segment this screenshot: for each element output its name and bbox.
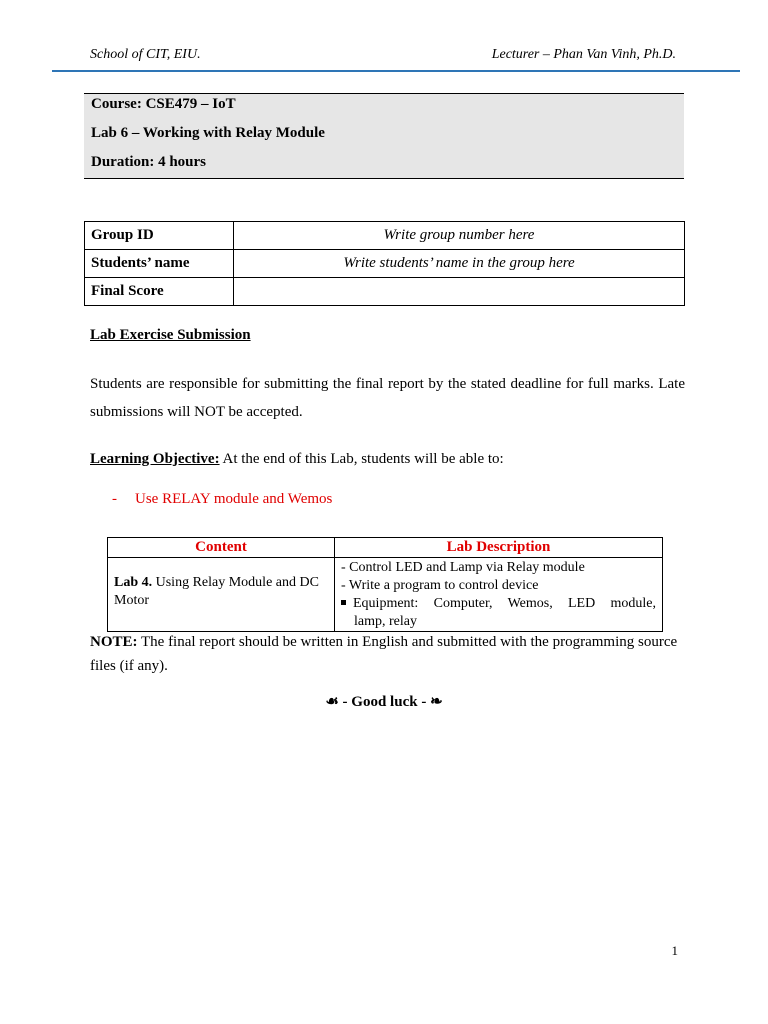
course-info-box bbox=[84, 93, 684, 179]
description-line: lamp, relay bbox=[354, 614, 417, 629]
content-header: Content bbox=[108, 538, 335, 558]
submission-title: Lab Exercise Submission bbox=[90, 327, 251, 343]
table-row bbox=[85, 250, 685, 278]
table-row bbox=[108, 558, 663, 632]
header-rule bbox=[52, 70, 740, 72]
table-header-row bbox=[108, 538, 663, 558]
equipment-text: Equipment: Computer, Wemos, LED module, bbox=[353, 596, 656, 611]
header-lecturer: Lecturer – Phan Van Vinh, Ph.D. bbox=[491, 47, 676, 62]
group-id-field[interactable]: Write group number here bbox=[234, 222, 685, 250]
note-label: NOTE: bbox=[90, 634, 138, 650]
lab-description-header: Lab Description bbox=[335, 538, 663, 558]
content-table bbox=[107, 537, 663, 632]
final-score-field[interactable] bbox=[234, 278, 685, 306]
page-number: 1 bbox=[671, 943, 678, 958]
course-title: Course: CSE479 – IoT bbox=[91, 96, 236, 112]
content-cell bbox=[108, 558, 335, 632]
objective-text: At the end of this Lab, students will be able to: bbox=[219, 451, 504, 467]
submission-text: Students are responsible for submitting the final report by the stated deadline for full marks. Late submissions will NOT be accepted. bbox=[90, 376, 685, 420]
objective-label: Learning Objective: bbox=[90, 451, 220, 467]
description-cell bbox=[335, 558, 663, 632]
table-row bbox=[85, 278, 685, 306]
lab-number: Lab 4. bbox=[114, 575, 153, 590]
description-line: - Control LED and Lamp via Relay module bbox=[341, 560, 585, 575]
note bbox=[90, 630, 690, 678]
bullet-dash: - bbox=[112, 491, 117, 507]
description-line-equipment bbox=[341, 595, 656, 613]
good-luck-closing: ☙ - Good luck - ❧ bbox=[325, 694, 443, 710]
learning-objective bbox=[90, 451, 504, 468]
students-name-field[interactable]: Write students’ name in the group here bbox=[234, 250, 685, 278]
table-row bbox=[85, 222, 685, 250]
students-name-label: Students’ name bbox=[85, 250, 234, 278]
lab-title: Lab 6 – Working with Relay Module bbox=[91, 125, 325, 141]
group-info-table bbox=[84, 221, 685, 306]
description-line: - Write a program to control device bbox=[341, 578, 539, 593]
lab-duration: Duration: 4 hours bbox=[91, 154, 207, 170]
lab-topic: Using Relay Module and DC Motor bbox=[114, 575, 319, 608]
group-id-label: Group ID bbox=[85, 222, 234, 250]
note-text: The final report should be written in English and submitted with the programming source files (if any). bbox=[90, 634, 678, 674]
square-bullet-icon bbox=[341, 600, 346, 605]
final-score-label: Final Score bbox=[85, 278, 234, 306]
objective-bullet-text: Use RELAY module and Wemos bbox=[135, 491, 333, 507]
objective-bullet bbox=[112, 491, 332, 508]
header-school: School of CIT, EIU. bbox=[90, 47, 201, 62]
